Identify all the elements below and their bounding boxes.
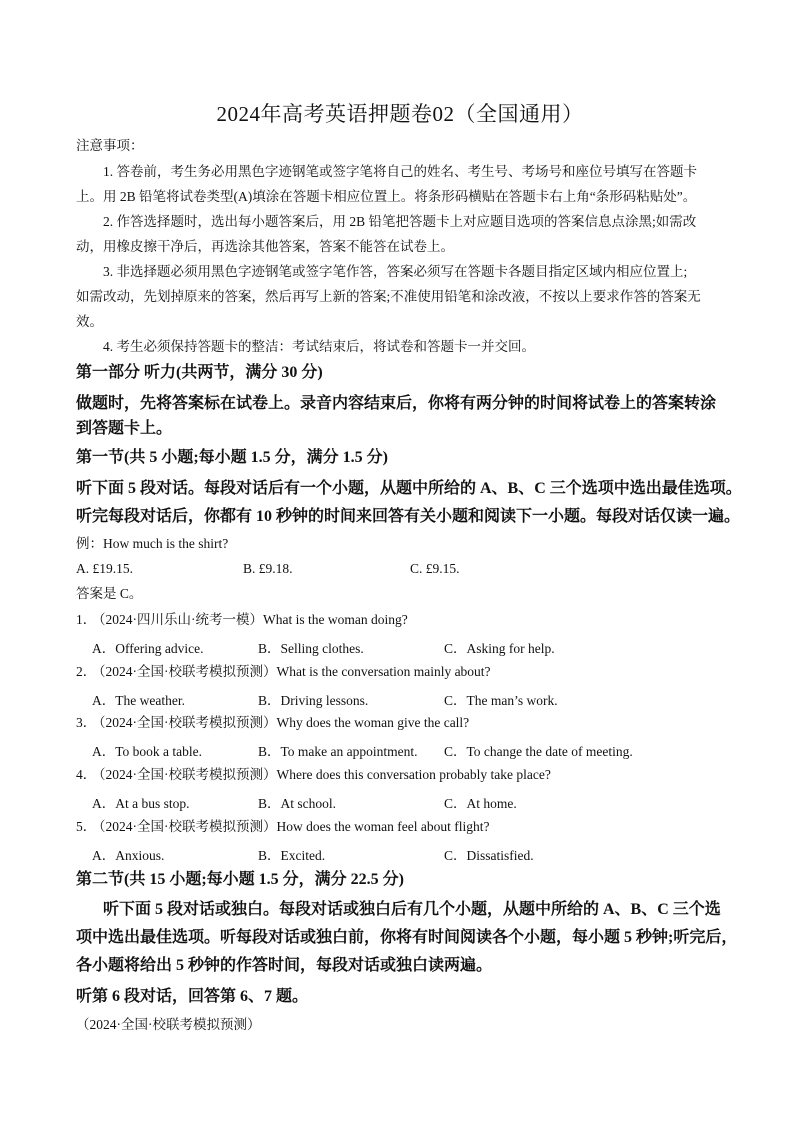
part1-instruction: 到答题卡上。: [76, 420, 173, 437]
option-c: C．Asking for help.: [444, 641, 555, 656]
option-a: A．At a bus stop.: [92, 796, 190, 811]
notice-line: 效。: [76, 314, 103, 329]
option-c: C．The man’s work.: [444, 693, 558, 708]
section2-instruction: 听下面 5 段对话或独白。每段对话或独白后有几个小题，从题中所给的 A、B、C 三个选: [103, 901, 721, 918]
notice-line: 4. 考生必须保持答题卡的整洁：考试结束后，将试卷和答题卡一并交回。: [103, 339, 535, 354]
section2-instruction: 各小题将给出 5 秒钟的作答时间，每段对话或独白读两遍。: [76, 957, 493, 974]
part1-heading: 第一部分 听力(共两节，满分 30 分): [76, 364, 323, 381]
notice-line: 3. 非选择题必须用黑色字迹钢笔或签字笔作答，答案必须写在答题卡各题目指定区域内相应位置上;: [103, 264, 688, 279]
option-b: B．Selling clothes.: [258, 641, 364, 656]
question-stem: （2024·全国·校联考模拟预测）Where does this conversation probably take place?: [92, 767, 551, 782]
notice-line: 如需改动，先划掉原来的答案，然后再写上新的答案;不准使用铅笔和涂改液，不按以上要求作答的答案无: [76, 289, 701, 304]
notice-line: 动，用橡皮擦干净后，再选涂其他答案，答案不能答在试卷上。: [76, 239, 454, 254]
question-number: 2．: [76, 664, 97, 679]
option-c: C．Dissatisfied.: [444, 848, 534, 863]
notice-line: 2. 作答选择题时，选出每小题答案后，用 2B 铅笔把答题卡上对应题目选项的答案信息点涂黑;如需改: [103, 214, 697, 229]
section1-heading: 第一节(共 5 小题;每小题 1.5 分，满分 1.5 分): [76, 449, 388, 466]
section1-instruction: 听下面 5 段对话。每段对话后有一个小题，从题中所给的 A、B、C 三个选项中选出最佳选项。: [76, 480, 742, 497]
example-option-c: C. £9.15.: [410, 561, 460, 576]
question-stem: （2024·全国·校联考模拟预测）Why does the woman give the call?: [92, 715, 470, 730]
option-a: A．To book a table.: [92, 744, 203, 759]
question-stem: （2024·四川乐山·统考一模）What is the woman doing?: [92, 612, 408, 627]
section1-instruction: 听完每段对话后，你都有 10 秒钟的时间来回答有关小题和阅读下一小题。每段对话仅读一遍。: [76, 508, 741, 525]
example-answer: 答案是 C。: [76, 586, 143, 601]
option-a: A．Anxious.: [92, 848, 165, 863]
option-c: C．At home.: [444, 796, 517, 811]
notice-heading: 注意事项：: [76, 138, 144, 153]
page-title: 2024年高考英语押题卷02（全国通用）: [216, 102, 584, 126]
question-number: 5．: [76, 819, 97, 834]
option-c: C．To change the date of meeting.: [444, 744, 633, 759]
question-number: 4．: [76, 767, 97, 782]
option-b: B．Driving lessons.: [258, 693, 369, 708]
dialog-6-heading: 听第 6 段对话，回答第 6、7 题。: [76, 988, 309, 1005]
example-option-a: A. £19.15.: [76, 561, 133, 576]
notice-line: 上。用 2B 铅笔将试卷类型(A)填涂在答题卡相应位置上。将条形码横贴在答题卡右上角“条形码粘贴处”。: [76, 189, 697, 204]
example-option-b: B. £9.18.: [243, 561, 293, 576]
example-question: 例：How much is the shirt?: [76, 536, 229, 551]
question-source: （2024·全国·校联考模拟预测）: [76, 1017, 261, 1032]
section2-instruction: 项中选出最佳选项。听每段对话或独白前，你将有时间阅读各个小题，每小题 5 秒钟;听完后，: [76, 929, 738, 946]
option-b: B．Excited.: [258, 848, 326, 863]
option-b: B．At school.: [258, 796, 337, 811]
question-number: 3．: [76, 715, 97, 730]
option-a: A．Offering advice.: [92, 641, 204, 656]
option-b: B．To make an appointment.: [258, 744, 418, 759]
section2-heading: 第二节(共 15 小题;每小题 1.5 分，满分 22.5 分): [76, 871, 404, 888]
part1-instruction: 做题时，先将答案标在试卷上。录音内容结束后，你将有两分钟的时间将试卷上的答案转涂: [76, 395, 717, 412]
question-stem: （2024·全国·校联考模拟预测）What is the conversation mainly about?: [92, 664, 491, 679]
option-a: A．The weather.: [92, 693, 185, 708]
question-stem: （2024·全国·校联考模拟预测）How does the woman feel about flight?: [92, 819, 490, 834]
notice-line: 1. 答卷前，考生务必用黑色字迹钢笔或签字笔将自己的姓名、考生号、考场号和座位号填写在答题卡: [103, 164, 697, 179]
question-number: 1．: [76, 612, 97, 627]
